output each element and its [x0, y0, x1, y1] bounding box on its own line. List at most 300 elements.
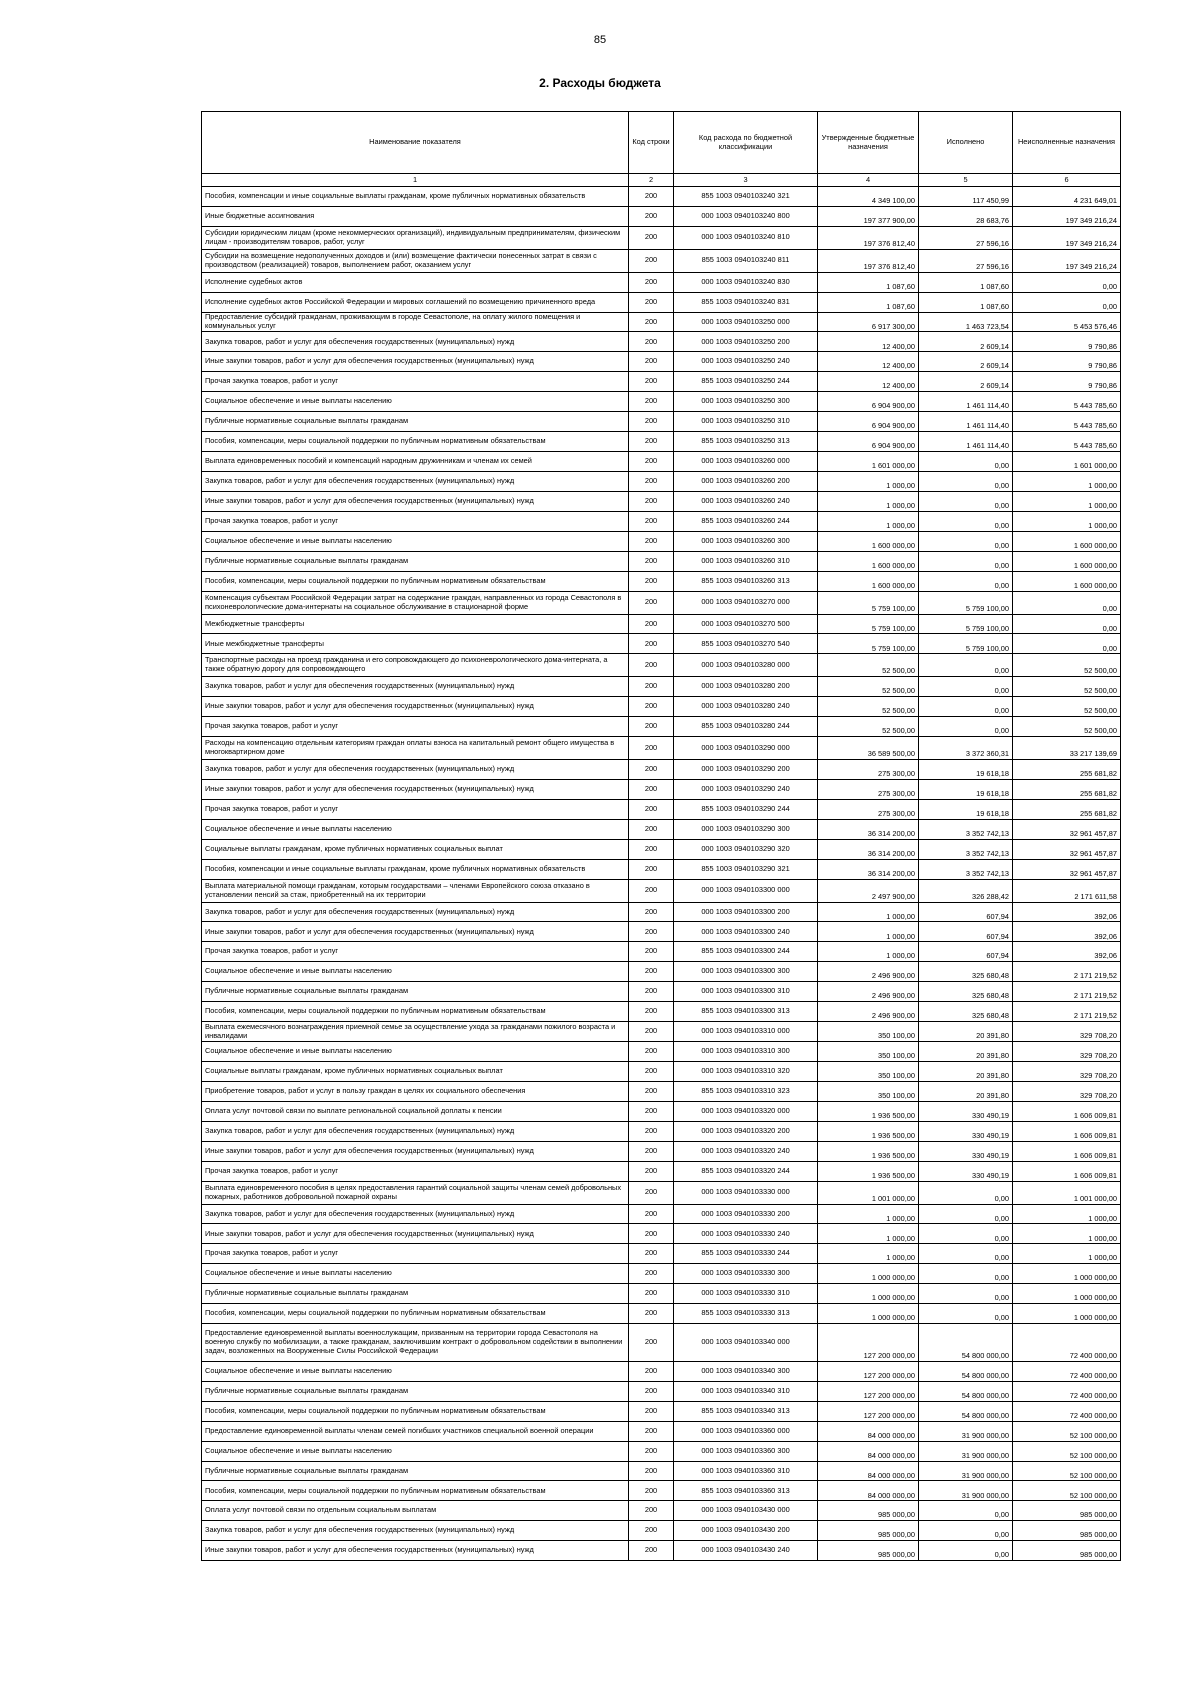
- row-name: Социальное обеспечение и иные выплаты населению: [202, 1264, 629, 1284]
- table-row: [202, 571, 1121, 591]
- row-executed: 326 288,42: [919, 879, 1013, 902]
- table-row: [202, 412, 1121, 432]
- row-name: Пособия, компенсации и иные социальные выплаты гражданам, кроме публичных нормативных обязательств: [202, 859, 629, 879]
- row-unexecuted: 5 443 785,60: [1013, 412, 1121, 432]
- row-approved: 4 349 100,00: [818, 187, 919, 207]
- row-unexecuted: 52 500,00: [1013, 654, 1121, 677]
- row-line-code: 200: [629, 531, 674, 551]
- row-approved: 36 314 200,00: [818, 839, 919, 859]
- row-unexecuted: 985 000,00: [1013, 1501, 1121, 1521]
- column-number: 1: [202, 174, 629, 187]
- table-row: [202, 1161, 1121, 1181]
- table-row: [202, 1244, 1121, 1264]
- row-executed: 27 596,16: [919, 249, 1013, 272]
- row-budget-code: 000 1003 0940103320 000: [674, 1101, 818, 1121]
- row-line-code: 200: [629, 1022, 674, 1042]
- row-executed: 28 683,76: [919, 206, 1013, 226]
- row-approved: 5 759 100,00: [818, 634, 919, 654]
- row-line-code: 200: [629, 1042, 674, 1062]
- row-executed: 5 759 100,00: [919, 591, 1013, 614]
- row-approved: 1 000,00: [818, 1224, 919, 1244]
- column-number: 2: [629, 174, 674, 187]
- row-executed: 54 800 000,00: [919, 1324, 1013, 1362]
- row-line-code: 200: [629, 902, 674, 922]
- row-unexecuted: 0,00: [1013, 591, 1121, 614]
- row-line-code: 200: [629, 1062, 674, 1082]
- row-executed: 3 352 742,13: [919, 839, 1013, 859]
- row-line-code: 200: [629, 1421, 674, 1441]
- row-budget-code: 000 1003 0940103340 300: [674, 1361, 818, 1381]
- row-executed: 325 680,48: [919, 982, 1013, 1002]
- row-unexecuted: 1 606 009,81: [1013, 1101, 1121, 1121]
- row-approved: 1 600 000,00: [818, 571, 919, 591]
- row-line-code: 200: [629, 962, 674, 982]
- header-budget-code: Код расхода по бюджетной классификации: [674, 112, 818, 174]
- row-name: Публичные нормативные социальные выплаты гражданам: [202, 1461, 629, 1481]
- row-unexecuted: 255 681,82: [1013, 779, 1121, 799]
- page-number: 85: [593, 34, 607, 46]
- row-executed: 20 391,80: [919, 1081, 1013, 1101]
- row-unexecuted: 2 171 219,52: [1013, 962, 1121, 982]
- row-budget-code: 000 1003 0940103300 300: [674, 962, 818, 982]
- table-row: [202, 1541, 1121, 1561]
- row-line-code: 200: [629, 1161, 674, 1181]
- row-approved: 2 496 900,00: [818, 982, 919, 1002]
- row-approved: 12 400,00: [818, 352, 919, 372]
- row-approved: 36 589 500,00: [818, 737, 919, 760]
- table-row: [202, 982, 1121, 1002]
- row-budget-code: 000 1003 0940103260 240: [674, 491, 818, 511]
- table-row: [202, 879, 1121, 902]
- row-executed: 31 900 000,00: [919, 1461, 1013, 1481]
- row-unexecuted: 1 606 009,81: [1013, 1141, 1121, 1161]
- row-line-code: 200: [629, 1181, 674, 1204]
- row-name: Пособия, компенсации и иные социальные выплаты гражданам, кроме публичных нормативных обязательств: [202, 187, 629, 207]
- row-executed: 31 900 000,00: [919, 1481, 1013, 1501]
- row-approved: 36 314 200,00: [818, 859, 919, 879]
- table-row: [202, 799, 1121, 819]
- row-unexecuted: 0,00: [1013, 292, 1121, 312]
- row-name: Прочая закупка товаров, работ и услуг: [202, 1161, 629, 1181]
- row-budget-code: 000 1003 0940103340 310: [674, 1381, 818, 1401]
- row-budget-code: 000 1003 0940103240 800: [674, 206, 818, 226]
- row-line-code: 200: [629, 1381, 674, 1401]
- table-row: [202, 634, 1121, 654]
- row-name: Социальное обеспечение и иные выплаты населению: [202, 1361, 629, 1381]
- row-unexecuted: 1 000,00: [1013, 491, 1121, 511]
- table-row: [202, 1042, 1121, 1062]
- row-unexecuted: 72 400 000,00: [1013, 1324, 1121, 1362]
- row-budget-code: 000 1003 0940103360 300: [674, 1441, 818, 1461]
- row-line-code: 200: [629, 1284, 674, 1304]
- row-budget-code: 000 1003 0940103330 310: [674, 1284, 818, 1304]
- row-budget-code: 000 1003 0940103430 200: [674, 1521, 818, 1541]
- row-unexecuted: 1 001 000,00: [1013, 1181, 1121, 1204]
- row-unexecuted: 4 231 649,01: [1013, 187, 1121, 207]
- row-approved: 12 400,00: [818, 332, 919, 352]
- row-executed: 330 490,19: [919, 1121, 1013, 1141]
- table-row: [202, 737, 1121, 760]
- row-approved: 127 200 000,00: [818, 1401, 919, 1421]
- row-unexecuted: 32 961 457,87: [1013, 859, 1121, 879]
- header-row: [202, 112, 1121, 174]
- row-unexecuted: 52 500,00: [1013, 717, 1121, 737]
- row-name: Исполнение судебных актов: [202, 272, 629, 292]
- row-executed: 0,00: [919, 551, 1013, 571]
- row-budget-code: 000 1003 0940103430 240: [674, 1541, 818, 1561]
- row-line-code: 200: [629, 332, 674, 352]
- row-unexecuted: 32 961 457,87: [1013, 839, 1121, 859]
- row-budget-code: 000 1003 0940103310 000: [674, 1022, 818, 1042]
- row-budget-code: 855 1003 0940103250 313: [674, 432, 818, 452]
- table-row: [202, 292, 1121, 312]
- row-line-code: 200: [629, 292, 674, 312]
- header-approved: Утвержденные бюджетные назначения: [818, 112, 919, 174]
- row-approved: 350 100,00: [818, 1062, 919, 1082]
- row-unexecuted: 329 708,20: [1013, 1081, 1121, 1101]
- row-unexecuted: 52 100 000,00: [1013, 1481, 1121, 1501]
- row-unexecuted: 1 000 000,00: [1013, 1284, 1121, 1304]
- table-row: [202, 1441, 1121, 1461]
- row-executed: 0,00: [919, 1304, 1013, 1324]
- row-line-code: 200: [629, 1441, 674, 1461]
- row-budget-code: 000 1003 0940103290 300: [674, 819, 818, 839]
- table-row: [202, 1062, 1121, 1082]
- column-number: 5: [919, 174, 1013, 187]
- row-executed: 0,00: [919, 1541, 1013, 1561]
- row-unexecuted: 72 400 000,00: [1013, 1381, 1121, 1401]
- row-approved: 275 300,00: [818, 760, 919, 780]
- row-budget-code: 000 1003 0940103340 000: [674, 1324, 818, 1362]
- table-row: [202, 1121, 1121, 1141]
- row-budget-code: 000 1003 0940103250 300: [674, 392, 818, 412]
- row-name: Оплата услуг почтовой связи по выплате региональной социальной доплаты к пенсии: [202, 1101, 629, 1121]
- row-name: Иные закупки товаров, работ и услуг для обеспечения государственных (муниципальных) нужд: [202, 1141, 629, 1161]
- row-executed: 0,00: [919, 717, 1013, 737]
- header-name: Наименование показателя: [202, 112, 629, 174]
- row-name: Закупка товаров, работ и услуг для обеспечения государственных (муниципальных) нужд: [202, 472, 629, 492]
- row-budget-code: 855 1003 0940103240 321: [674, 187, 818, 207]
- row-budget-code: 000 1003 0940103280 200: [674, 677, 818, 697]
- row-approved: 12 400,00: [818, 372, 919, 392]
- row-budget-code: 000 1003 0940103310 300: [674, 1042, 818, 1062]
- row-name: Пособия, компенсации, меры социальной поддержки по публичным нормативным обязательствам: [202, 1002, 629, 1022]
- row-unexecuted: 72 400 000,00: [1013, 1361, 1121, 1381]
- row-executed: 0,00: [919, 1244, 1013, 1264]
- row-approved: 1 000,00: [818, 511, 919, 531]
- row-approved: 1 600 000,00: [818, 551, 919, 571]
- row-approved: 1 087,60: [818, 272, 919, 292]
- table-row: [202, 1381, 1121, 1401]
- table-row: [202, 717, 1121, 737]
- row-executed: 117 450,99: [919, 187, 1013, 207]
- row-unexecuted: 2 171 611,58: [1013, 879, 1121, 902]
- row-name: Расходы на компенсацию отдельным категориям граждан оплаты взноса на капитальный ремонт общего имущества в многоквартирном доме: [202, 737, 629, 760]
- row-name: Закупка товаров, работ и услуг для обеспечения государственных (муниципальных) нужд: [202, 1204, 629, 1224]
- table-row: [202, 1481, 1121, 1501]
- table-row: [202, 760, 1121, 780]
- row-budget-code: 000 1003 0940103330 240: [674, 1224, 818, 1244]
- table-row: [202, 697, 1121, 717]
- row-unexecuted: 329 708,20: [1013, 1062, 1121, 1082]
- row-approved: 1 000,00: [818, 1244, 919, 1264]
- row-line-code: 200: [629, 1101, 674, 1121]
- row-line-code: 200: [629, 432, 674, 452]
- row-name: Межбюджетные трансферты: [202, 614, 629, 634]
- row-name: Социальное обеспечение и иные выплаты населению: [202, 1441, 629, 1461]
- row-executed: 0,00: [919, 511, 1013, 531]
- page-title: 2. Расходы бюджета: [539, 76, 661, 90]
- row-budget-code: 855 1003 0940103360 313: [674, 1481, 818, 1501]
- row-budget-code: 855 1003 0940103270 540: [674, 634, 818, 654]
- row-budget-code: 000 1003 0940103430 000: [674, 1501, 818, 1521]
- row-name: Иные бюджетные ассигнования: [202, 206, 629, 226]
- row-executed: 0,00: [919, 531, 1013, 551]
- row-unexecuted: 1 600 000,00: [1013, 571, 1121, 591]
- row-approved: 350 100,00: [818, 1042, 919, 1062]
- row-budget-code: 855 1003 0940103340 313: [674, 1401, 818, 1421]
- table-row: [202, 432, 1121, 452]
- row-unexecuted: 0,00: [1013, 272, 1121, 292]
- table-row: [202, 472, 1121, 492]
- row-approved: 350 100,00: [818, 1081, 919, 1101]
- row-budget-code: 000 1003 0940103300 000: [674, 879, 818, 902]
- row-executed: 1 087,60: [919, 292, 1013, 312]
- row-executed: 3 352 742,13: [919, 859, 1013, 879]
- row-unexecuted: 1 606 009,81: [1013, 1161, 1121, 1181]
- row-executed: 0,00: [919, 1181, 1013, 1204]
- row-executed: 5 759 100,00: [919, 614, 1013, 634]
- table-row: [202, 1361, 1121, 1381]
- row-approved: 1 936 500,00: [818, 1161, 919, 1181]
- row-name: Социальное обеспечение и иные выплаты населению: [202, 531, 629, 551]
- row-executed: 0,00: [919, 452, 1013, 472]
- row-unexecuted: 52 100 000,00: [1013, 1421, 1121, 1441]
- row-budget-code: 000 1003 0940103300 200: [674, 902, 818, 922]
- row-line-code: 200: [629, 187, 674, 207]
- expenses-table: [201, 111, 1121, 1561]
- row-executed: 325 680,48: [919, 962, 1013, 982]
- row-executed: 330 490,19: [919, 1161, 1013, 1181]
- row-budget-code: 000 1003 0940103300 310: [674, 982, 818, 1002]
- row-approved: 1 000,00: [818, 942, 919, 962]
- row-line-code: 200: [629, 472, 674, 492]
- row-budget-code: 000 1003 0940103360 310: [674, 1461, 818, 1481]
- row-unexecuted: 197 349 216,24: [1013, 226, 1121, 249]
- row-executed: 0,00: [919, 677, 1013, 697]
- row-line-code: 200: [629, 591, 674, 614]
- row-unexecuted: 52 500,00: [1013, 697, 1121, 717]
- row-line-code: 200: [629, 942, 674, 962]
- row-budget-code: 000 1003 0940103260 200: [674, 472, 818, 492]
- row-budget-code: 855 1003 0940103250 244: [674, 372, 818, 392]
- row-approved: 1 000,00: [818, 902, 919, 922]
- row-line-code: 200: [629, 206, 674, 226]
- row-line-code: 200: [629, 272, 674, 292]
- row-name: Иные закупки товаров, работ и услуг для обеспечения государственных (муниципальных) нужд: [202, 779, 629, 799]
- table-body: [202, 187, 1121, 1561]
- row-unexecuted: 2 171 219,52: [1013, 1002, 1121, 1022]
- row-executed: 607,94: [919, 942, 1013, 962]
- row-budget-code: 000 1003 0940103290 240: [674, 779, 818, 799]
- row-approved: 1 000 000,00: [818, 1304, 919, 1324]
- row-approved: 1 936 500,00: [818, 1121, 919, 1141]
- table-row: [202, 839, 1121, 859]
- table-row: [202, 352, 1121, 372]
- row-line-code: 200: [629, 697, 674, 717]
- row-name: Предоставление субсидий гражданам, проживающим в городе Севастополе, на оплату жилого помещения и коммунальных услуг: [202, 312, 629, 332]
- row-line-code: 200: [629, 249, 674, 272]
- row-budget-code: 000 1003 0940103290 320: [674, 839, 818, 859]
- table-row: [202, 312, 1121, 332]
- row-approved: 52 500,00: [818, 697, 919, 717]
- row-budget-code: 000 1003 0940103330 000: [674, 1181, 818, 1204]
- table-row: [202, 1401, 1121, 1421]
- row-line-code: 200: [629, 392, 674, 412]
- row-line-code: 200: [629, 737, 674, 760]
- row-name: Социальное обеспечение и иные выплаты населению: [202, 819, 629, 839]
- row-budget-code: 000 1003 0940103250 000: [674, 312, 818, 332]
- table-row: [202, 677, 1121, 697]
- row-executed: 54 800 000,00: [919, 1361, 1013, 1381]
- row-line-code: 200: [629, 859, 674, 879]
- row-unexecuted: 1 000,00: [1013, 1204, 1121, 1224]
- row-unexecuted: 1 000,00: [1013, 1244, 1121, 1264]
- row-budget-code: 855 1003 0940103330 244: [674, 1244, 818, 1264]
- row-approved: 275 300,00: [818, 779, 919, 799]
- table-row: [202, 491, 1121, 511]
- table-row: [202, 962, 1121, 982]
- row-unexecuted: 5 453 576,46: [1013, 312, 1121, 332]
- table-row: [202, 1324, 1121, 1362]
- table-row: [202, 654, 1121, 677]
- row-executed: 2 609,14: [919, 332, 1013, 352]
- row-executed: 330 490,19: [919, 1141, 1013, 1161]
- row-name: Компенсация субъектам Российской Федерации затрат на содержание граждан, направленных из города Севастополя в психоневрологические дома-интернаты на социальное обслуживание в стационарной форме: [202, 591, 629, 614]
- row-budget-code: 000 1003 0940103320 240: [674, 1141, 818, 1161]
- row-budget-code: 000 1003 0940103330 300: [674, 1264, 818, 1284]
- row-budget-code: 000 1003 0940103320 200: [674, 1121, 818, 1141]
- row-budget-code: 000 1003 0940103250 240: [674, 352, 818, 372]
- row-unexecuted: 1 606 009,81: [1013, 1121, 1121, 1141]
- row-name: Публичные нормативные социальные выплаты гражданам: [202, 412, 629, 432]
- row-unexecuted: 72 400 000,00: [1013, 1401, 1121, 1421]
- row-approved: 1 000,00: [818, 922, 919, 942]
- row-name: Закупка товаров, работ и услуг для обеспечения государственных (муниципальных) нужд: [202, 1121, 629, 1141]
- row-line-code: 200: [629, 352, 674, 372]
- row-name: Закупка товаров, работ и услуг для обеспечения государственных (муниципальных) нужд: [202, 677, 629, 697]
- row-budget-code: 855 1003 0940103280 244: [674, 717, 818, 737]
- row-name: Социальное обеспечение и иные выплаты населению: [202, 1042, 629, 1062]
- row-name: Социальные выплаты гражданам, кроме публичных нормативных социальных выплат: [202, 1062, 629, 1082]
- row-unexecuted: 1 000 000,00: [1013, 1264, 1121, 1284]
- column-number: 3: [674, 174, 818, 187]
- row-executed: 20 391,80: [919, 1062, 1013, 1082]
- row-name: Иные закупки товаров, работ и услуг для обеспечения государственных (муниципальных) нужд: [202, 1541, 629, 1561]
- table-row: [202, 819, 1121, 839]
- row-executed: 20 391,80: [919, 1022, 1013, 1042]
- row-line-code: 200: [629, 1401, 674, 1421]
- row-approved: 985 000,00: [818, 1541, 919, 1561]
- row-executed: 325 680,48: [919, 1002, 1013, 1022]
- table-row: [202, 942, 1121, 962]
- row-name: Прочая закупка товаров, работ и услуг: [202, 372, 629, 392]
- row-name: Закупка товаров, работ и услуг для обеспечения государственных (муниципальных) нужд: [202, 902, 629, 922]
- row-approved: 5 759 100,00: [818, 591, 919, 614]
- row-line-code: 200: [629, 1264, 674, 1284]
- row-executed: 0,00: [919, 491, 1013, 511]
- row-budget-code: 855 1003 0940103290 321: [674, 859, 818, 879]
- row-budget-code: 000 1003 0940103260 000: [674, 452, 818, 472]
- row-approved: 1 000 000,00: [818, 1284, 919, 1304]
- row-executed: 19 618,18: [919, 799, 1013, 819]
- row-unexecuted: 52 100 000,00: [1013, 1461, 1121, 1481]
- row-approved: 197 376 812,40: [818, 226, 919, 249]
- row-unexecuted: 0,00: [1013, 634, 1121, 654]
- row-line-code: 200: [629, 1461, 674, 1481]
- row-budget-code: 000 1003 0940103310 320: [674, 1062, 818, 1082]
- row-budget-code: 855 1003 0940103260 313: [674, 571, 818, 591]
- row-unexecuted: 1 000,00: [1013, 472, 1121, 492]
- row-executed: 0,00: [919, 1224, 1013, 1244]
- row-line-code: 200: [629, 717, 674, 737]
- table-row: [202, 1101, 1121, 1121]
- row-executed: 0,00: [919, 1501, 1013, 1521]
- row-name: Пособия, компенсации, меры социальной поддержки по публичным нормативным обязательствам: [202, 1481, 629, 1501]
- row-unexecuted: 33 217 139,69: [1013, 737, 1121, 760]
- row-executed: 54 800 000,00: [919, 1401, 1013, 1421]
- row-approved: 1 000,00: [818, 472, 919, 492]
- table-row: [202, 1421, 1121, 1441]
- row-line-code: 200: [629, 1521, 674, 1541]
- row-unexecuted: 52 100 000,00: [1013, 1441, 1121, 1461]
- row-approved: 127 200 000,00: [818, 1324, 919, 1362]
- row-line-code: 200: [629, 511, 674, 531]
- table-row: [202, 591, 1121, 614]
- row-line-code: 200: [629, 634, 674, 654]
- row-unexecuted: 985 000,00: [1013, 1521, 1121, 1541]
- row-name: Закупка товаров, работ и услуг для обеспечения государственных (муниципальных) нужд: [202, 332, 629, 352]
- row-name: Пособия, компенсации, меры социальной поддержки по публичным нормативным обязательствам: [202, 1401, 629, 1421]
- row-line-code: 200: [629, 879, 674, 902]
- row-line-code: 200: [629, 760, 674, 780]
- row-name: Прочая закупка товаров, работ и услуг: [202, 511, 629, 531]
- row-line-code: 200: [629, 571, 674, 591]
- row-approved: 1 000 000,00: [818, 1264, 919, 1284]
- row-executed: 1 461 114,40: [919, 432, 1013, 452]
- table-row: [202, 1224, 1121, 1244]
- row-unexecuted: 329 708,20: [1013, 1042, 1121, 1062]
- row-unexecuted: 392,06: [1013, 902, 1121, 922]
- row-budget-code: 000 1003 0940103290 000: [674, 737, 818, 760]
- row-name: Иные закупки товаров, работ и услуг для обеспечения государственных (муниципальных) нужд: [202, 922, 629, 942]
- row-executed: 54 800 000,00: [919, 1381, 1013, 1401]
- row-approved: 197 376 812,40: [818, 249, 919, 272]
- row-name: Прочая закупка товаров, работ и услуг: [202, 799, 629, 819]
- row-unexecuted: 0,00: [1013, 614, 1121, 634]
- row-name: Предоставление единовременной выплаты членам семей погибших участников специальной военной операции: [202, 1421, 629, 1441]
- table-row: [202, 1304, 1121, 1324]
- row-approved: 52 500,00: [818, 717, 919, 737]
- row-name: Выплата материальной помощи гражданам, которым государствами – членами Европейского союза отказано в установлении пенсий за стаж, приобретенный на их территории: [202, 879, 629, 902]
- row-approved: 350 100,00: [818, 1022, 919, 1042]
- row-line-code: 200: [629, 551, 674, 571]
- row-line-code: 200: [629, 839, 674, 859]
- row-budget-code: 000 1003 0940103300 240: [674, 922, 818, 942]
- row-executed: 1 461 114,40: [919, 412, 1013, 432]
- row-line-code: 200: [629, 412, 674, 432]
- row-executed: 0,00: [919, 1204, 1013, 1224]
